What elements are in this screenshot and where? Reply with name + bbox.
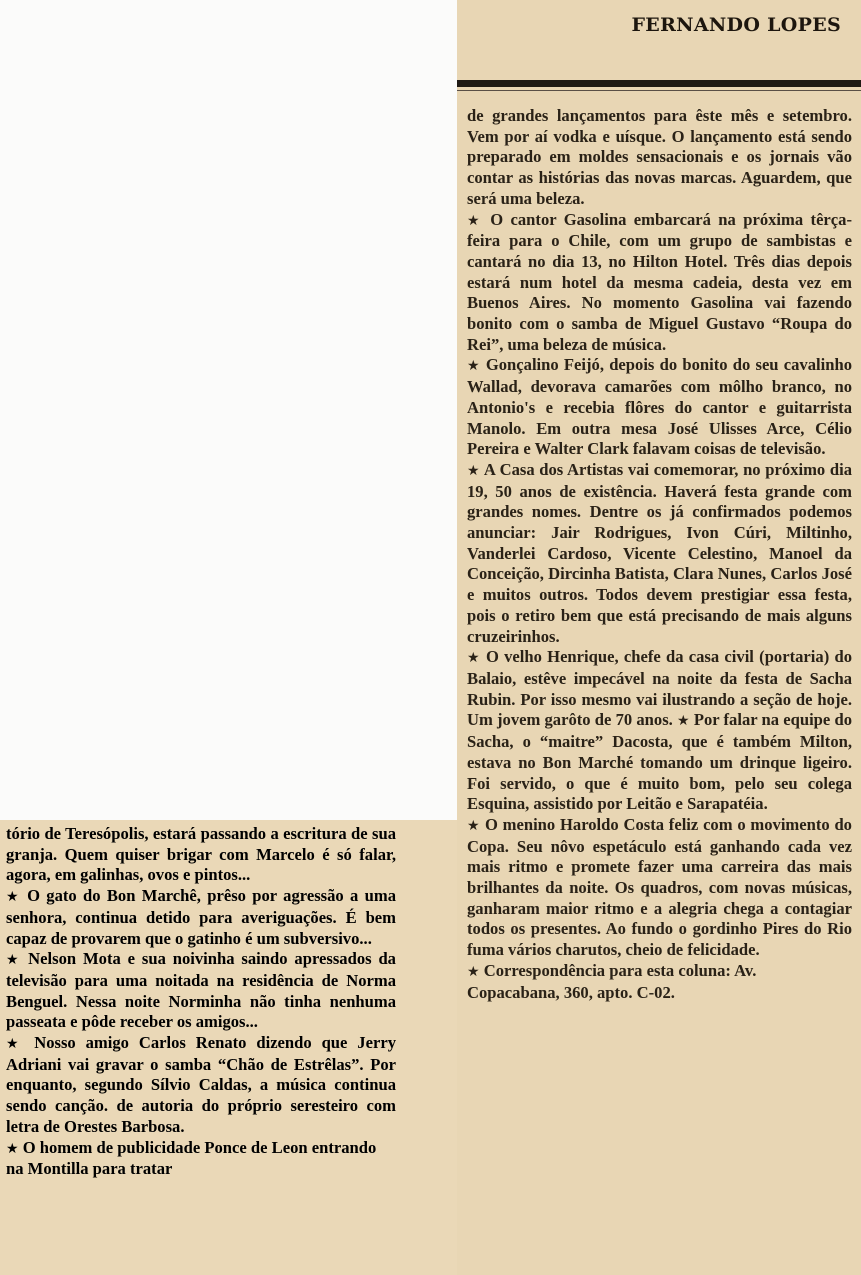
star-icon: ★ (6, 952, 22, 969)
star-icon: ★ (6, 1036, 25, 1053)
star-icon: ★ (467, 650, 481, 667)
paragraph (6, 1138, 396, 1180)
star-icon: ★ (467, 462, 481, 479)
header-rule (457, 80, 861, 87)
paragraph-text: tório de Teresópolis, estará passando a escritura de sua granja. Quem quiser brigar com Marcelo é só falar, agora, em galinhas, ovos e pintos... (6, 824, 396, 885)
star-icon: ★ (677, 713, 690, 730)
paragraph-text: Correspondência para esta coluna: Av. Copacabana, 360, apto. C-02. (467, 960, 757, 1002)
paragraph-text: O homem de publicidade Ponce de Leon entrando na Montilla para tratar (6, 1137, 377, 1179)
paragraph-text: Gonçalino Feijó, depois do bonito do seu cavalinho Wallad, devorava camarões com môlho branco, no Antonio's e recebia flôres do cantor e guitarrista Manolo. Em outra mesa José Ulisses Arce, Célio Pereira e Walter Clark falavam coisas de televisão. (467, 355, 852, 459)
paragraph-text: de grandes lançamentos para êste mês e setembro. Vem por aí vodka e uísque. O lançamento está sendo preparado em moldes sensacionais e os jornais vão contar as histórias das novas marcas. Aguardem, que será uma beleza. (467, 106, 852, 208)
paragraph (467, 961, 852, 1003)
paragraph (6, 886, 396, 949)
star-icon: ★ (467, 358, 481, 375)
paragraph (467, 460, 852, 647)
paragraph (467, 647, 852, 815)
paragraph-text: Nelson Mota e sua noivinha saindo apressados da televisão para uma noitada na residência de Norma Benguel. Nessa noite Norminha não tinha nenhuma passeata e pôde receber os amigos... (6, 949, 396, 1032)
paragraph-text: O velho Henrique, chefe da casa civil (portaria) do Balaio, estêve impecável na noite da festa de Sacha Rubin. Por isso mesmo vai ilustrando a seção de hoje. Um jovem garôto de 70 anos. (467, 647, 852, 730)
paragraph (467, 210, 852, 356)
paragraph (6, 1033, 396, 1138)
star-icon: ★ (467, 212, 483, 229)
paragraph-text: A Casa dos Artistas vai comemorar, no próximo dia 19, 50 anos de existência. Haverá festa grande com grandes nomes. Dentre os já confirmados podemos anunciar: Jair Rodrigues, Ivon Cúri, Miltinho, Vanderlei Cardoso, Vicente Celestino, Manoel da Conceição, Dircinha Batista, Clara Nunes, Carlos José e muitos outros. Todos devem prestigiar essa festa, pois o retiro bem que está precisando de mais alguns cruzeirinhos. (467, 459, 853, 646)
paragraph-text: O gato do Bon Marchê, prêso por agressão a uma senhora, continua detido para averiguações. É bem capaz de provarem que o gatinho é um subversivo... (6, 886, 396, 948)
header-rule-thin (457, 90, 861, 91)
paragraph-text: Por falar na equipe do Sacha, o “maitre” Dacosta, que é também Milton, estava no Bon Marché tomando um drinque ligeiro. Foi servido, o que é muito bom, pelo seu colega Esquina, assistido por Leitão e Sarapatéia. (467, 710, 852, 814)
paragraph (6, 824, 396, 886)
paragraph-text: O menino Haroldo Costa feliz com o movimento do Copa. Seu nôvo espetáculo está ganhando cada vez mais ritmo e promete fazer uma carreira das mais brilhantes da noite. Os quadros, com novas músicas, ganharam maior ritmo e a alegria chega a contagiar todos os presentes. Ao fundo o gordinho Pires do Rio fuma vários charutos, cheio de felicidade. (467, 814, 852, 960)
right-column-text (467, 106, 852, 1003)
star-icon: ★ (467, 817, 481, 834)
star-icon: ★ (6, 1140, 19, 1157)
star-icon: ★ (6, 889, 21, 906)
paragraph-text: O cantor Gasolina embarcará na próxima têrça-feira para o Chile, com um grupo de sambistas e cantará no dia 13, no Hilton Hotel. Três dias depois estará num hotel da mesma cadeia, desta vez em Buenos Aires. No momento Gasolina vai fazendo bonito com o samba de Miguel Gustavo “Roupa do Rei”, uma beleza de música. (467, 209, 852, 354)
right-column-clipping (457, 0, 861, 1275)
paragraph-text: Nosso amigo Carlos Renato dizendo que Jerry Adriani vai gravar o samba “Chão de Estrêlas”. Por enquanto, segundo Sílvio Caldas, a música continua sendo canção. de autoria do próprio seresteiro com letra de Orestes Barbosa. (6, 1033, 396, 1136)
byline: FERNANDO LOPES (631, 14, 841, 36)
paragraph (6, 949, 396, 1033)
left-column-text (6, 824, 396, 1180)
paragraph (467, 106, 852, 210)
paragraph (467, 815, 852, 961)
paragraph (467, 355, 852, 460)
star-icon: ★ (467, 963, 480, 980)
